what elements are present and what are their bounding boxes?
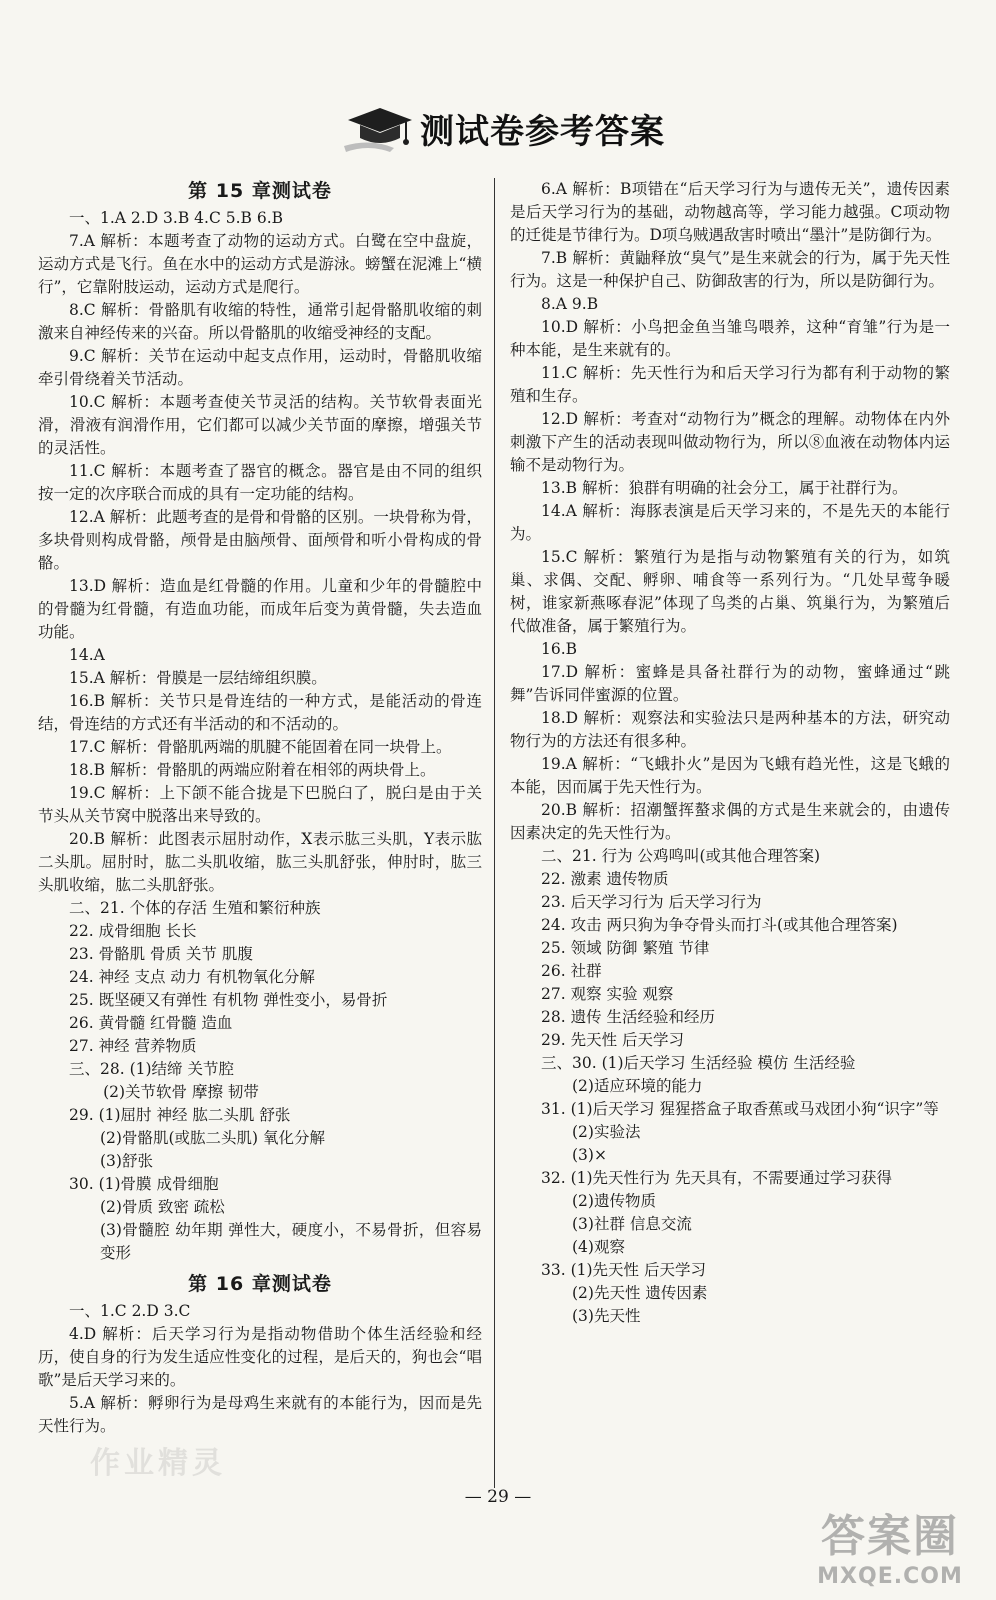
answer-line: 25. 领域 防御 繁殖 节律 bbox=[541, 939, 710, 957]
answer-line: 5.A 解析：孵卵行为是母鸡生来就有的本能行为，因而是先天性行为。 bbox=[38, 1394, 482, 1435]
answer-line: 31. (1)后天学习 猩猩搭盒子取香蕉或马戏团小狗“识字”等 bbox=[541, 1100, 939, 1118]
answer-line: (3)先天性 bbox=[572, 1307, 641, 1325]
answer-line: 24. 神经 支点 动力 有机物氧化分解 bbox=[69, 968, 315, 986]
answer-line: 28. 遗传 生活经验和经历 bbox=[541, 1008, 716, 1026]
answer-line: 12.D 解析：考查对“动物行为”概念的理解。动物体在内外刺激下产生的活动表现叫做动物行为，所以⑧血液在动物体内运输不是动物行为。 bbox=[510, 410, 950, 474]
answer-line: 13.B 解析：狼群有明确的社会分工，属于社群行为。 bbox=[541, 479, 908, 497]
answer-line: 19.C 解析：上下颌不能合拢是下巴脱臼了，脱臼是由于关节头从关节窝中脱落出来导致的。 bbox=[38, 784, 482, 825]
answer-lines bbox=[38, 207, 482, 1081]
answer-line: 22. 激素 遗传物质 bbox=[541, 870, 669, 888]
answer-line: 23. 骨骼肌 骨质 关节 肌腹 bbox=[69, 945, 253, 963]
answer-line: 25. 既坚硬又有弹性 有机物 弹性变小，易骨折 bbox=[69, 991, 388, 1009]
answer-line: (2)骨骼肌(或肱二头肌) 氧化分解 bbox=[100, 1129, 325, 1147]
page-title: 测试卷参考答案 bbox=[420, 111, 665, 152]
answer-line: 19.A 解析：“飞蛾扑火”是因为飞蛾有趋光性，这是飞蛾的本能，因而属于先天性行为。 bbox=[510, 755, 950, 796]
answer-sublines bbox=[38, 1127, 482, 1173]
answer-line: 11.C 解析：本题考查了器官的概念。器官是由不同的组织按一定的次序联合而成的具有一定功能的结构。 bbox=[38, 462, 482, 503]
answer-line: 二、21. 行为 公鸡鸣叫(或其他合理答案) bbox=[541, 847, 821, 865]
answer-line: 二、21. 个体的存活 生殖和繁衍种族 bbox=[69, 899, 321, 917]
answer-line: (2)骨质 致密 疏松 bbox=[100, 1198, 225, 1216]
answer-line: 15.A 解析：骨膜是一层结缔组织膜。 bbox=[69, 669, 327, 687]
answer-line: 8.C 解析：骨骼肌有收缩的特性，通常引起骨骼肌收缩的刺激来自神经传来的兴奋。所以骨骼肌的收缩受神经的支配。 bbox=[38, 301, 482, 342]
watermark-brand: 答案圈 bbox=[821, 1511, 959, 1562]
answer-line: 27. 观察 实验 观察 bbox=[541, 985, 674, 1003]
answer-line: (3)社群 信息交流 bbox=[572, 1215, 692, 1233]
answer-line: 4.D 解析：后天学习行为是指动物借助个体生活经验和经历，使自身的行为发生适应性变化的过程，是后天的，狗也会“唱歌”是后天学习来的。 bbox=[38, 1325, 482, 1389]
section-heading-ch15: 第 15 章测试卷 bbox=[188, 180, 332, 202]
answer-sublines bbox=[510, 1282, 950, 1328]
answer-line: 27. 神经 营养物质 bbox=[69, 1037, 197, 1055]
answer-sublines bbox=[510, 1190, 950, 1259]
answer-line: 15.C 解析：繁殖行为是指与动物繁殖有关的行为，如筑巢、求偶、交配、孵卵、哺食等一系列行为。“几处早莺争暖树，谁家新燕啄春泥”体现了鸟类的占巢、筑巢行为，为繁殖后代做准备，属于繁殖行为。 bbox=[510, 548, 950, 635]
answer-line: 29. 先天性 后天学习 bbox=[541, 1031, 685, 1049]
answer-sublines bbox=[38, 1081, 482, 1104]
watermark-right bbox=[800, 1500, 980, 1589]
answer-line: 11.C 解析：先天性行为和后天学习行为都有利于动物的繁殖和生存。 bbox=[510, 364, 950, 405]
answer-line: 10.C 解析：本题考查使关节灵活的结构。关节软骨表面光滑，滑液有润滑作用，它们都可以减少关节面的摩擦，增强关节的灵活性。 bbox=[38, 393, 482, 457]
answer-lines bbox=[510, 1259, 950, 1282]
answer-line: 33. (1)先天性 后天学习 bbox=[541, 1261, 706, 1279]
answer-line: 24. 攻击 两只狗为争夺骨头而打斗(或其他合理答案) bbox=[541, 916, 898, 934]
answer-line: 18.B 解析：骨骼肌的两端应附着在相邻的两块骨上。 bbox=[69, 761, 436, 779]
answer-line: 12.A 解析：此题考查的是骨和骨骼的区别。一块骨称为骨，多块骨则构成骨骼，颅骨是由脑颅骨、面颅骨和听小骨构成的骨骼。 bbox=[38, 508, 482, 572]
answer-line: (2)遗传物质 bbox=[572, 1192, 656, 1210]
answer-line: 三、28. (1)结缔 关节腔 bbox=[69, 1060, 234, 1078]
answer-sublines bbox=[510, 1075, 950, 1098]
answer-line: 20.B 解析：招潮蟹挥螯求偶的方式是生来就会的，由遗传因素决定的先天性行为。 bbox=[510, 801, 950, 842]
answer-line: 16.B bbox=[541, 640, 578, 658]
answer-lines bbox=[38, 1300, 482, 1438]
left-column bbox=[38, 178, 482, 1438]
section-heading-ch16: 第 16 章测试卷 bbox=[188, 1273, 332, 1295]
answer-line: 10.D 解析：小鸟把金鱼当雏鸟喂养，这种“育雏”行为是一种本能，是生来就有的。 bbox=[510, 318, 950, 359]
answer-line: 14.A 解析：海豚表演是后天学习来的，不是先天的本能行为。 bbox=[510, 502, 950, 543]
graduation-cap-icon bbox=[340, 102, 416, 154]
answer-sublines bbox=[38, 1196, 482, 1265]
answer-line: 20.B 解析：此图表示屈肘动作，X表示肱三头肌，Y表示肱二头肌。屈肘时，肱二头肌收缩，肱三头肌舒张，伸肘时，肱三头肌收缩，肱二头肌舒张。 bbox=[38, 830, 482, 894]
title-banner bbox=[340, 98, 680, 158]
answer-line: 26. 社群 bbox=[541, 962, 602, 980]
answer-line: (2)先天性 遗传因素 bbox=[572, 1284, 708, 1302]
answer-line: 26. 黄骨髓 红骨髓 造血 bbox=[69, 1014, 233, 1032]
answer-line: 13.D 解析：造血是红骨髓的作用。儿童和少年的骨髓腔中的骨髓为红骨髓，有造血功能，而成年后变为黄骨髓，失去造血功能。 bbox=[38, 577, 482, 641]
answer-line: (2)实验法 bbox=[572, 1123, 641, 1141]
answer-line: (4)观察 bbox=[572, 1238, 625, 1256]
answer-line: (3)骨髓腔 幼年期 弹性大，硬度小，不易骨折，但容易变形 bbox=[100, 1221, 482, 1262]
right-column bbox=[510, 178, 950, 1328]
watermark-left: 作业精灵 bbox=[90, 1446, 226, 1481]
answer-line: 7.B 解析：黄鼬释放“臭气”是生来就会的行为，属于先天性行为。这是一种保护自己、防御敌害的行为，所以是防御行为。 bbox=[510, 249, 950, 290]
answer-line: (2)适应环境的能力 bbox=[572, 1077, 703, 1095]
answer-line: 一、1.C 2.D 3.C bbox=[69, 1302, 191, 1320]
page-number: — 29 — bbox=[464, 1487, 532, 1507]
answer-line: 9.C 解析：关节在运动中起支点作用，运动时，骨骼肌收缩牵引骨绕着关节活动。 bbox=[38, 347, 482, 388]
answer-lines bbox=[38, 1104, 482, 1127]
answer-line: 17.C 解析：骨骼肌两端的肌腱不能固着在同一块骨上。 bbox=[69, 738, 452, 756]
answer-line: 32. (1)先天性行为 先天具有，不需要通过学习获得 bbox=[541, 1169, 892, 1187]
answer-lines bbox=[510, 1098, 950, 1121]
answer-line: 23. 后天学习行为 后天学习行为 bbox=[541, 893, 762, 911]
answer-line: (2)关节软骨 摩擦 韧带 bbox=[103, 1083, 259, 1101]
answer-line: 29. (1)屈肘 神经 肱二头肌 舒张 bbox=[69, 1106, 291, 1124]
answer-line: 8.A 9.B bbox=[541, 295, 599, 313]
answer-line: (3)× bbox=[572, 1146, 607, 1164]
answer-lines bbox=[510, 178, 950, 1075]
answer-line: 22. 成骨细胞 长长 bbox=[69, 922, 197, 940]
answer-line: 18.D 解析：观察法和实验法只是两种基本的方法，研究动物行为的方法还有很多种。 bbox=[510, 709, 950, 750]
answer-lines bbox=[38, 1173, 482, 1196]
answer-sublines bbox=[510, 1121, 950, 1167]
answer-line: 三、30. (1)后天学习 生活经验 模仿 生活经验 bbox=[541, 1054, 856, 1072]
column-divider bbox=[494, 178, 495, 1488]
answer-line: (3)舒张 bbox=[100, 1152, 153, 1170]
answer-line: 16.B 解析：关节只是骨连结的一种方式，是能活动的骨连结，骨连结的方式还有半活动的和不活动的。 bbox=[38, 692, 482, 733]
watermark-site: MXQE.COM bbox=[817, 1564, 963, 1589]
answer-line: 14.A bbox=[69, 646, 105, 664]
answer-line: 17.D 解析：蜜蜂是具备社群行为的动物，蜜蜂通过“跳舞”告诉同伴蜜源的位置。 bbox=[510, 663, 950, 704]
answer-line: 一、1.A 2.D 3.B 4.C 5.B 6.B bbox=[69, 209, 284, 227]
answer-line: 7.A 解析：本题考查了动物的运动方式。白鹭在空中盘旋，运动方式是飞行。鱼在水中的运动方式是游泳。螃蟹在泥滩上“横行”，它靠附肢运动，运动方式是爬行。 bbox=[38, 232, 482, 296]
answer-line: 6.A 解析：B项错在“后天学习行为与遗传无关”，遗传因素是后天学习行为的基础，动物越高等，学习能力越强。C项动物的迁徙是节律行为。D项乌贼遇敌害时喷出“墨汁”是防御行为。 bbox=[510, 180, 950, 244]
answer-lines bbox=[510, 1167, 950, 1190]
answer-line: 30. (1)骨膜 成骨细胞 bbox=[69, 1175, 219, 1193]
